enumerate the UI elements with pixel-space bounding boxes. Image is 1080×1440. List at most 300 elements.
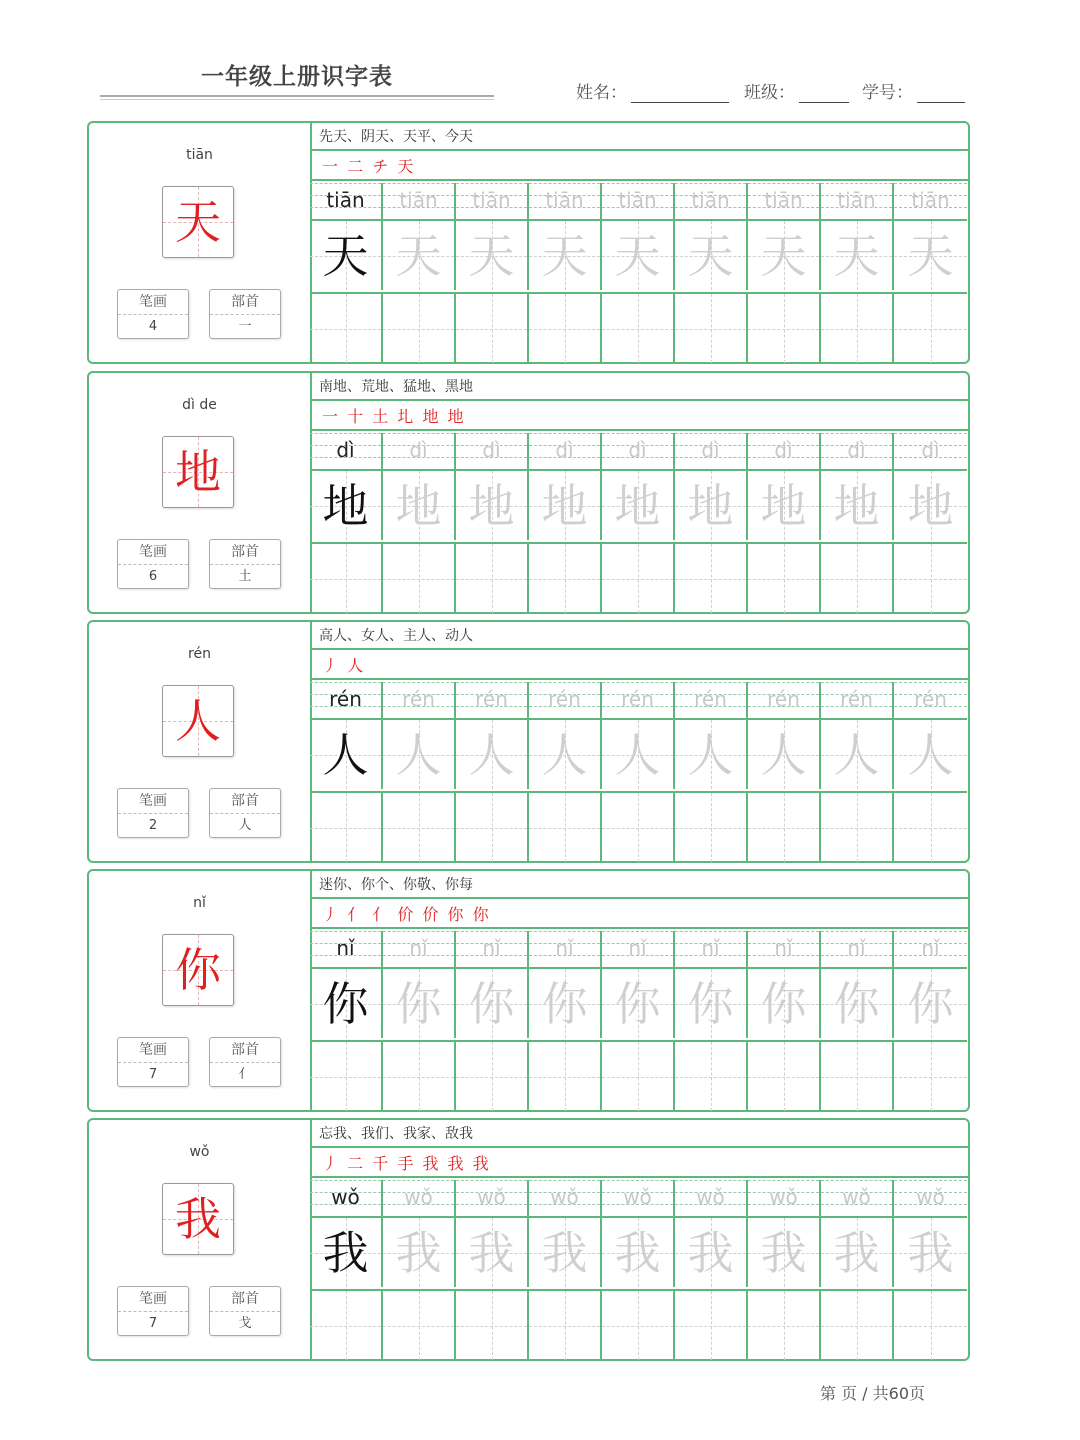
character-practice-cell[interactable]: [602, 718, 675, 789]
character-practice-cell[interactable]: [529, 469, 602, 540]
stroke-count-label: 笔画: [118, 290, 188, 315]
pinyin-practice-cell[interactable]: [602, 931, 675, 967]
radical-label: 部首: [210, 789, 280, 814]
pinyin-trace: rén: [840, 687, 873, 711]
blank-practice-cell[interactable]: [894, 791, 967, 862]
radical-value: 戈: [238, 1316, 252, 1331]
pinyin-trace: rén: [621, 687, 654, 711]
character-practice-cell[interactable]: [894, 219, 967, 290]
stroke-count-value: 2: [148, 818, 158, 833]
character-practice-cell[interactable]: [310, 967, 383, 1038]
pinyin-trace: rén: [402, 687, 435, 711]
pinyin-practice-cell[interactable]: [894, 1180, 967, 1216]
pinyin-trace: dì: [847, 438, 866, 462]
blank-practice-cell[interactable]: [310, 1289, 383, 1360]
pinyin-practice-cell[interactable]: [675, 183, 748, 219]
name-blank[interactable]: [631, 82, 729, 103]
blank-practice-cell[interactable]: [821, 542, 894, 613]
class-blank[interactable]: [799, 82, 849, 103]
pinyin-trace: wǒ: [623, 1185, 652, 1209]
character-trace: 我: [468, 1226, 515, 1280]
blank-practice-cell[interactable]: [821, 791, 894, 862]
pinyin-practice-cell[interactable]: [675, 433, 748, 469]
student-id-blank[interactable]: [917, 82, 965, 103]
blank-practice-cell[interactable]: [602, 1289, 675, 1360]
blank-practice-cell[interactable]: [529, 542, 602, 613]
character-practice-cell[interactable]: [894, 469, 967, 540]
blank-practice-cell[interactable]: [456, 1289, 529, 1360]
stroke-step: 亻: [372, 905, 391, 924]
pinyin-practice-cell[interactable]: [894, 183, 967, 219]
character-practice-cell[interactable]: [821, 469, 894, 540]
character-trace: 地: [760, 479, 807, 533]
character-card: [87, 869, 970, 1112]
character-practice-cell[interactable]: [310, 219, 383, 290]
word-examples: 高人、女人、主人、动人: [310, 622, 968, 650]
practice-panel: [310, 622, 968, 861]
blank-practice-cell[interactable]: [602, 542, 675, 613]
pinyin-trace: nǐ: [628, 936, 647, 960]
character-info-panel: [89, 123, 312, 362]
character-card: [87, 620, 970, 863]
character-trace: 人: [833, 728, 880, 782]
character-practice-cell[interactable]: [675, 219, 748, 290]
blank-practice-cell[interactable]: [456, 1040, 529, 1111]
character-practice-cell[interactable]: [456, 718, 529, 789]
blank-practice-cell[interactable]: [456, 542, 529, 613]
blank-practice-cell[interactable]: [675, 542, 748, 613]
pinyin-trace: tiān: [472, 188, 511, 212]
stroke-step: 二: [347, 1154, 366, 1173]
pinyin-trace: dì: [409, 438, 428, 462]
stroke-count-value: 7: [148, 1067, 158, 1082]
character-practice-cell[interactable]: [894, 1216, 967, 1287]
character-pinyin: rén: [188, 646, 211, 662]
blank-practice-cell[interactable]: [383, 292, 456, 363]
character-practice-cell[interactable]: [748, 219, 821, 290]
character-example: 你: [322, 977, 369, 1031]
practice-grid: [310, 1180, 968, 1359]
radical-value: 一: [238, 319, 252, 334]
blank-practice-cell[interactable]: [675, 791, 748, 862]
character-trace: 你: [395, 977, 442, 1031]
pinyin-trace: rén: [694, 687, 727, 711]
practice-panel: [310, 123, 968, 362]
pinyin-practice-cell[interactable]: [383, 1180, 456, 1216]
practice-grid: [310, 931, 968, 1110]
pinyin-practice-cell[interactable]: [310, 183, 383, 219]
character-trace: 地: [907, 479, 954, 533]
character-glyph: 你: [175, 943, 221, 997]
radical-label: 部首: [210, 290, 280, 315]
stroke-step: 手: [397, 1154, 416, 1173]
character-practice-cell[interactable]: [383, 469, 456, 540]
class-field[interactable]: [744, 78, 849, 103]
blank-practice-cell[interactable]: [894, 292, 967, 363]
blank-practice-cell[interactable]: [748, 292, 821, 363]
character-practice-cell[interactable]: [529, 1216, 602, 1287]
stroke-step: 价: [422, 905, 441, 924]
character-trace: 你: [687, 977, 734, 1031]
pinyin-practice-cell[interactable]: [602, 433, 675, 469]
blank-practice-cell[interactable]: [675, 292, 748, 363]
page-footer: 第 页 / 共60页: [820, 1384, 926, 1403]
character-practice-cell[interactable]: [748, 967, 821, 1038]
pinyin-trace: wǒ: [696, 1185, 725, 1209]
blank-practice-cell[interactable]: [748, 1289, 821, 1360]
blank-practice-cell[interactable]: [310, 542, 383, 613]
pinyin-trace: tiān: [691, 188, 730, 212]
pinyin-trace: rén: [767, 687, 800, 711]
pinyin-practice-cell[interactable]: [894, 433, 967, 469]
stroke-step: 丿: [322, 1154, 341, 1173]
stroke-count-box: [117, 1037, 189, 1087]
pinyin-practice-cell[interactable]: [675, 931, 748, 967]
stroke-step: 二: [347, 157, 366, 176]
pinyin-trace: nǐ: [482, 936, 501, 960]
pinyin-practice-cell[interactable]: [310, 682, 383, 718]
stroke-count-label: 笔画: [118, 1038, 188, 1063]
character-practice-cell[interactable]: [602, 967, 675, 1038]
stroke-count-box: [117, 1286, 189, 1336]
blank-practice-cell[interactable]: [310, 1040, 383, 1111]
pinyin-practice-cell[interactable]: [894, 682, 967, 718]
stroke-step: 千: [372, 1154, 391, 1173]
stroke-count-label: 笔画: [118, 1287, 188, 1312]
stroke-step: 地: [447, 407, 466, 426]
blank-practice-cell[interactable]: [310, 791, 383, 862]
blank-practice-cell[interactable]: [383, 1040, 456, 1111]
character-practice-cell[interactable]: [821, 219, 894, 290]
stroke-step: 我: [447, 1154, 466, 1173]
blank-practice-cell[interactable]: [748, 791, 821, 862]
pinyin-trace: wǒ: [477, 1185, 506, 1209]
character-glyph: 我: [175, 1192, 221, 1246]
pinyin-practice-cell[interactable]: [456, 931, 529, 967]
blank-practice-cell[interactable]: [602, 292, 675, 363]
pinyin-trace: tiān: [837, 188, 876, 212]
blank-practice-cell[interactable]: [529, 1289, 602, 1360]
pinyin-trace: tiān: [911, 188, 950, 212]
pinyin-trace: nǐ: [774, 936, 793, 960]
character-trace: 天: [614, 229, 661, 283]
pinyin-practice-cell[interactable]: [456, 682, 529, 718]
stroke-order: [310, 901, 968, 929]
pinyin-trace: rén: [914, 687, 947, 711]
radical-box: [209, 289, 281, 339]
character-practice-cell[interactable]: [310, 718, 383, 789]
pinyin-trace: nǐ: [921, 936, 940, 960]
pinyin-practice-cell[interactable]: [456, 183, 529, 219]
character-trace: 地: [541, 479, 588, 533]
character-display-box: [162, 934, 234, 1006]
character-practice-cell[interactable]: [748, 1216, 821, 1287]
word-examples: 迷你、你个、你敬、你每: [310, 871, 968, 899]
pinyin-practice-cell[interactable]: [383, 433, 456, 469]
worksheet-title: 一年级上册识字表: [201, 64, 393, 90]
pinyin-trace: nǐ: [701, 936, 720, 960]
pinyin-practice-cell[interactable]: [675, 682, 748, 718]
blank-practice-cell[interactable]: [310, 292, 383, 363]
character-practice-cell[interactable]: [456, 469, 529, 540]
student-id-label: 学号：: [862, 83, 913, 103]
character-practice-cell[interactable]: [529, 718, 602, 789]
character-pinyin: dì de: [182, 397, 217, 413]
pinyin-practice-cell[interactable]: [529, 931, 602, 967]
blank-practice-cell[interactable]: [529, 292, 602, 363]
pinyin-example: tiān: [326, 188, 365, 212]
character-trace: 地: [614, 479, 661, 533]
character-trace: 天: [907, 229, 954, 283]
pinyin-trace: rén: [475, 687, 508, 711]
character-practice-cell[interactable]: [821, 718, 894, 789]
character-trace: 人: [468, 728, 515, 782]
character-display-box: [162, 1183, 234, 1255]
stroke-count-label: 笔画: [118, 540, 188, 565]
character-practice-cell[interactable]: [894, 718, 967, 789]
pinyin-practice-cell[interactable]: [675, 1180, 748, 1216]
blank-practice-cell[interactable]: [602, 1040, 675, 1111]
stroke-count-box: [117, 289, 189, 339]
character-practice-cell[interactable]: [675, 469, 748, 540]
blank-practice-cell[interactable]: [383, 791, 456, 862]
class-label: 班级：: [744, 83, 795, 103]
pinyin-practice-cell[interactable]: [310, 1180, 383, 1216]
character-practice-cell[interactable]: [456, 1216, 529, 1287]
character-glyph: 天: [175, 195, 221, 249]
pinyin-trace: nǐ: [409, 936, 428, 960]
character-practice-cell[interactable]: [310, 469, 383, 540]
character-trace: 地: [395, 479, 442, 533]
pinyin-practice-cell[interactable]: [821, 682, 894, 718]
blank-practice-cell[interactable]: [821, 1040, 894, 1111]
pinyin-practice-cell[interactable]: [821, 1180, 894, 1216]
pinyin-practice-cell[interactable]: [602, 682, 675, 718]
stroke-step: 价: [397, 905, 416, 924]
pinyin-practice-cell[interactable]: [748, 1180, 821, 1216]
character-info-panel: [89, 622, 312, 861]
stroke-order: [310, 153, 968, 181]
pinyin-trace: dì: [774, 438, 793, 462]
pinyin-trace: tiān: [618, 188, 657, 212]
radical-box: [209, 539, 281, 589]
character-glyph: 地: [175, 445, 221, 499]
character-trace: 我: [541, 1226, 588, 1280]
pinyin-practice-cell[interactable]: [821, 931, 894, 967]
blank-practice-cell[interactable]: [894, 1040, 967, 1111]
pinyin-practice-cell[interactable]: [894, 931, 967, 967]
character-practice-cell[interactable]: [602, 219, 675, 290]
blank-practice-cell[interactable]: [383, 542, 456, 613]
blank-practice-cell[interactable]: [748, 1040, 821, 1111]
character-practice-cell[interactable]: [894, 967, 967, 1038]
pinyin-practice-cell[interactable]: [821, 433, 894, 469]
blank-practice-cell[interactable]: [456, 292, 529, 363]
character-practice-cell[interactable]: [529, 967, 602, 1038]
stroke-step: 我: [422, 1154, 441, 1173]
name-label: 姓名：: [576, 83, 627, 103]
pinyin-practice-cell[interactable]: [383, 931, 456, 967]
pinyin-example: wǒ: [331, 1185, 360, 1209]
blank-practice-cell[interactable]: [821, 1289, 894, 1360]
pinyin-example: rén: [329, 687, 362, 711]
character-practice-cell[interactable]: [602, 1216, 675, 1287]
pinyin-practice-cell[interactable]: [602, 183, 675, 219]
radical-box: [209, 788, 281, 838]
character-info-panel: [89, 1120, 312, 1359]
character-trace: 地: [687, 479, 734, 533]
word-examples: 南地、荒地、猛地、黑地: [310, 373, 968, 401]
pinyin-practice-cell[interactable]: [456, 1180, 529, 1216]
radical-box: [209, 1286, 281, 1336]
stroke-count-label: 笔画: [118, 789, 188, 814]
character-card: [87, 371, 970, 614]
character-practice-cell[interactable]: [675, 967, 748, 1038]
student-id-field[interactable]: [862, 78, 965, 103]
stroke-step: 丿: [322, 905, 341, 924]
pinyin-trace: wǒ: [842, 1185, 871, 1209]
blank-practice-cell[interactable]: [529, 1040, 602, 1111]
character-trace: 天: [687, 229, 734, 283]
character-trace: 你: [907, 977, 954, 1031]
blank-practice-cell[interactable]: [383, 1289, 456, 1360]
word-examples: 先天、阴天、天平、今天: [310, 123, 968, 151]
character-trace: 人: [760, 728, 807, 782]
practice-grid: [310, 183, 968, 362]
radical-value: 土: [238, 569, 252, 584]
character-trace: 天: [760, 229, 807, 283]
blank-practice-cell[interactable]: [675, 1040, 748, 1111]
blank-practice-cell[interactable]: [894, 1289, 967, 1360]
pinyin-practice-cell[interactable]: [748, 183, 821, 219]
title-underline-thin: [100, 99, 494, 100]
practice-grid: [310, 682, 968, 861]
pinyin-practice-cell[interactable]: [529, 433, 602, 469]
stroke-step: 一: [322, 407, 341, 426]
character-practice-cell[interactable]: [675, 718, 748, 789]
stroke-count-value: 4: [148, 319, 158, 334]
stroke-step: 十: [347, 407, 366, 426]
character-practice-cell[interactable]: [821, 1216, 894, 1287]
character-practice-cell[interactable]: [821, 967, 894, 1038]
stroke-step: 我: [472, 1154, 491, 1173]
pinyin-trace: tiān: [545, 188, 584, 212]
character-pinyin: nǐ: [193, 895, 206, 911]
blank-practice-cell[interactable]: [748, 542, 821, 613]
pinyin-practice-cell[interactable]: [529, 183, 602, 219]
blank-practice-cell[interactable]: [602, 791, 675, 862]
blank-practice-cell[interactable]: [529, 791, 602, 862]
blank-practice-cell[interactable]: [821, 292, 894, 363]
pinyin-trace: dì: [921, 438, 940, 462]
character-display-box: [162, 685, 234, 757]
pinyin-example: dì: [336, 438, 355, 462]
character-display-box: [162, 436, 234, 508]
character-trace: 你: [760, 977, 807, 1031]
pinyin-trace: tiān: [764, 188, 803, 212]
character-info-panel: [89, 871, 312, 1110]
character-trace: 我: [907, 1226, 954, 1280]
character-trace: 天: [395, 229, 442, 283]
pinyin-practice-cell[interactable]: [748, 682, 821, 718]
pinyin-practice-cell[interactable]: [310, 433, 383, 469]
blank-practice-cell[interactable]: [456, 791, 529, 862]
stroke-count-value: 6: [148, 569, 158, 584]
radical-value: 亻: [238, 1067, 252, 1082]
character-practice-cell[interactable]: [383, 1216, 456, 1287]
character-trace: 你: [614, 977, 661, 1031]
name-field[interactable]: [576, 78, 729, 103]
character-practice-cell[interactable]: [602, 469, 675, 540]
pinyin-example: nǐ: [336, 936, 355, 960]
pinyin-trace: rén: [548, 687, 581, 711]
character-practice-cell[interactable]: [529, 219, 602, 290]
stroke-step: 一: [322, 157, 341, 176]
pinyin-practice-cell[interactable]: [748, 931, 821, 967]
stroke-count-box: [117, 539, 189, 589]
radical-box: [209, 1037, 281, 1087]
pinyin-trace: wǒ: [916, 1185, 945, 1209]
character-practice-cell[interactable]: [456, 219, 529, 290]
character-trace: 我: [687, 1226, 734, 1280]
character-glyph: 人: [175, 694, 221, 748]
pinyin-trace: tiān: [399, 188, 438, 212]
character-practice-cell[interactable]: [383, 718, 456, 789]
character-trace: 我: [760, 1226, 807, 1280]
stroke-step: 你: [447, 905, 466, 924]
character-trace: 你: [468, 977, 515, 1031]
character-example: 人: [322, 728, 369, 782]
stroke-step: 丿: [322, 656, 341, 675]
pinyin-practice-cell[interactable]: [383, 183, 456, 219]
pinyin-trace: nǐ: [555, 936, 574, 960]
practice-panel: [310, 373, 968, 612]
character-trace: 你: [541, 977, 588, 1031]
pinyin-practice-cell[interactable]: [748, 433, 821, 469]
pinyin-practice-cell[interactable]: [529, 1180, 602, 1216]
pinyin-practice-cell[interactable]: [310, 931, 383, 967]
radical-label: 部首: [210, 1287, 280, 1312]
stroke-order: [310, 652, 968, 680]
character-practice-cell[interactable]: [310, 1216, 383, 1287]
blank-practice-cell[interactable]: [894, 542, 967, 613]
character-practice-cell[interactable]: [383, 219, 456, 290]
character-trace: 天: [541, 229, 588, 283]
character-practice-cell[interactable]: [748, 718, 821, 789]
practice-grid: [310, 433, 968, 612]
pinyin-practice-cell[interactable]: [456, 433, 529, 469]
title-underline: [100, 95, 494, 97]
character-practice-cell[interactable]: [748, 469, 821, 540]
pinyin-practice-cell[interactable]: [529, 682, 602, 718]
pinyin-practice-cell[interactable]: [383, 682, 456, 718]
stroke-count-box: [117, 788, 189, 838]
pinyin-practice-cell[interactable]: [602, 1180, 675, 1216]
stroke-step: 土: [372, 407, 391, 426]
pinyin-trace: dì: [701, 438, 720, 462]
character-practice-cell[interactable]: [383, 967, 456, 1038]
character-practice-cell[interactable]: [456, 967, 529, 1038]
worksheet-header: [0, 0, 1080, 120]
pinyin-trace: wǒ: [550, 1185, 579, 1209]
pinyin-practice-cell[interactable]: [821, 183, 894, 219]
character-pinyin: wǒ: [189, 1144, 210, 1160]
blank-practice-cell[interactable]: [675, 1289, 748, 1360]
character-practice-cell[interactable]: [675, 1216, 748, 1287]
character-trace: 地: [468, 479, 515, 533]
stroke-order: [310, 403, 968, 431]
character-trace: 人: [541, 728, 588, 782]
